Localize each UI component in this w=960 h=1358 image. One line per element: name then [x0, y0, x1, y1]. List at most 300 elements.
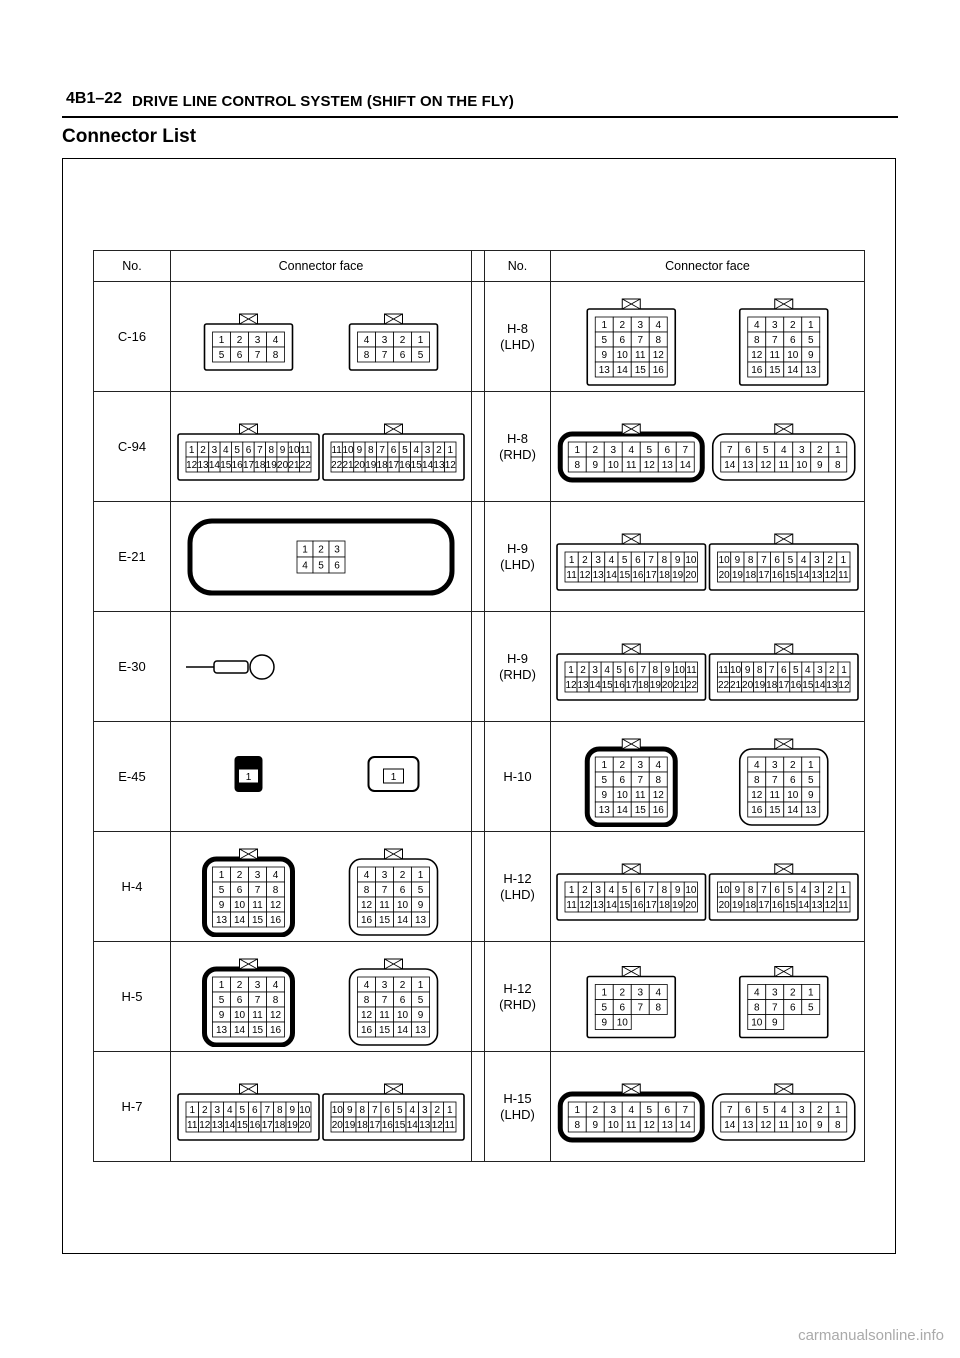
- svg-text:8: 8: [834, 1119, 841, 1131]
- svg-text:20: 20: [718, 899, 730, 911]
- svg-text:7: 7: [726, 444, 733, 456]
- svg-text:18: 18: [745, 899, 757, 911]
- connector-no: H-10: [485, 722, 551, 832]
- table-gap: [472, 1052, 485, 1162]
- svg-text:12: 12: [269, 899, 282, 911]
- svg-text:9: 9: [744, 664, 751, 676]
- svg-text:9: 9: [771, 1017, 778, 1028]
- svg-text:14: 14: [787, 364, 799, 376]
- svg-text:19: 19: [754, 679, 766, 691]
- svg-text:4: 4: [800, 554, 807, 566]
- svg-text:5: 5: [402, 444, 408, 456]
- svg-text:5: 5: [807, 334, 814, 346]
- svg-text:14: 14: [233, 1024, 246, 1036]
- svg-text:17: 17: [387, 459, 400, 471]
- svg-text:9: 9: [592, 1119, 599, 1131]
- svg-text:15: 15: [769, 804, 781, 816]
- svg-text:13: 13: [197, 459, 209, 471]
- svg-text:13: 13: [414, 1024, 427, 1036]
- svg-text:5: 5: [239, 1104, 246, 1116]
- svg-text:14: 14: [422, 459, 434, 471]
- svg-text:17: 17: [625, 679, 637, 691]
- svg-text:2: 2: [399, 979, 406, 991]
- connector-no: E-45: [94, 722, 171, 832]
- connector-face-drawing: [555, 287, 860, 387]
- svg-text:11: 11: [444, 1119, 455, 1131]
- svg-text:1: 1: [601, 319, 608, 331]
- svg-text:5: 5: [318, 560, 324, 571]
- table-gap: [472, 942, 485, 1052]
- svg-text:15: 15: [236, 1119, 248, 1131]
- svg-text:16: 16: [771, 899, 783, 911]
- svg-text:9: 9: [601, 1017, 608, 1028]
- svg-text:9: 9: [601, 789, 608, 801]
- svg-text:15: 15: [220, 459, 232, 471]
- table-header-row: [94, 251, 865, 282]
- svg-text:3: 3: [814, 554, 820, 566]
- table-row: [94, 612, 865, 722]
- svg-text:15: 15: [769, 364, 781, 376]
- svg-text:10: 10: [396, 899, 409, 911]
- svg-text:2: 2: [829, 664, 835, 676]
- svg-text:1: 1: [574, 444, 581, 456]
- svg-text:13: 13: [742, 1119, 754, 1131]
- svg-text:7: 7: [637, 1002, 644, 1013]
- svg-text:14: 14: [605, 569, 617, 581]
- svg-text:18: 18: [274, 1119, 286, 1131]
- svg-text:18: 18: [637, 679, 649, 691]
- svg-text:3: 3: [334, 544, 340, 555]
- svg-text:6: 6: [628, 664, 635, 676]
- svg-text:9: 9: [218, 899, 225, 911]
- svg-text:5: 5: [396, 1104, 403, 1116]
- svg-text:16: 16: [360, 914, 373, 926]
- svg-text:1: 1: [302, 544, 308, 555]
- svg-text:8: 8: [747, 884, 754, 896]
- svg-text:4: 4: [413, 444, 420, 456]
- table-row: [94, 392, 865, 502]
- svg-text:8: 8: [363, 349, 370, 361]
- svg-text:3: 3: [771, 987, 778, 998]
- svg-text:9: 9: [279, 444, 286, 456]
- svg-text:5: 5: [234, 444, 240, 456]
- svg-text:15: 15: [802, 679, 814, 691]
- svg-text:14: 14: [406, 1119, 418, 1131]
- svg-text:2: 2: [399, 869, 406, 881]
- svg-text:11: 11: [252, 899, 263, 911]
- svg-text:13: 13: [598, 804, 610, 816]
- svg-text:10: 10: [787, 789, 799, 801]
- connector-face-right: [551, 722, 865, 832]
- svg-text:12: 12: [751, 789, 763, 801]
- connector-face-drawing: [555, 617, 860, 717]
- svg-text:3: 3: [214, 1104, 221, 1116]
- table-row: [94, 282, 865, 392]
- svg-text:4: 4: [753, 319, 760, 331]
- table-row: [94, 832, 865, 942]
- svg-text:1: 1: [188, 444, 195, 456]
- svg-text:7: 7: [254, 349, 261, 361]
- svg-text:11: 11: [626, 459, 637, 471]
- svg-text:7: 7: [682, 1104, 689, 1116]
- svg-text:9: 9: [674, 884, 681, 896]
- table-gap: [472, 722, 485, 832]
- svg-text:1: 1: [601, 987, 608, 998]
- page-title: Connector List: [62, 126, 197, 147]
- svg-text:7: 7: [771, 774, 778, 786]
- svg-text:9: 9: [417, 899, 424, 911]
- svg-text:6: 6: [789, 334, 796, 346]
- connector-face-drawing: [176, 947, 466, 1047]
- svg-text:3: 3: [610, 444, 617, 456]
- svg-text:4: 4: [363, 979, 370, 991]
- svg-text:11: 11: [379, 1009, 390, 1021]
- connector-face-drawing: [176, 727, 466, 827]
- svg-text:10: 10: [299, 1104, 311, 1116]
- connector-face-drawing: [176, 287, 466, 387]
- svg-text:17: 17: [645, 569, 657, 581]
- svg-text:6: 6: [399, 349, 406, 361]
- svg-text:6: 6: [390, 444, 397, 456]
- svg-text:2: 2: [582, 554, 588, 566]
- svg-text:21: 21: [288, 459, 300, 471]
- svg-text:5: 5: [807, 774, 814, 786]
- svg-text:4: 4: [805, 664, 811, 676]
- svg-text:8: 8: [753, 1002, 760, 1013]
- svg-text:2: 2: [789, 987, 796, 998]
- svg-text:3: 3: [771, 319, 778, 331]
- connector-face-right: [551, 282, 865, 392]
- connector-face-left: [171, 612, 472, 722]
- connector-face-left: [171, 832, 472, 942]
- svg-text:11: 11: [769, 789, 780, 801]
- header-face-left: Connector face: [171, 251, 472, 282]
- svg-text:1: 1: [841, 664, 847, 676]
- svg-text:22: 22: [299, 459, 311, 471]
- svg-text:4: 4: [604, 664, 610, 676]
- svg-text:6: 6: [399, 884, 406, 896]
- connector-face-left: [171, 392, 472, 502]
- connector-face-right: [551, 612, 865, 722]
- svg-text:2: 2: [827, 554, 833, 566]
- connector-no: E-21: [94, 502, 171, 612]
- svg-text:12: 12: [652, 349, 664, 361]
- svg-text:6: 6: [399, 994, 406, 1006]
- svg-text:20: 20: [685, 569, 697, 581]
- svg-text:15: 15: [634, 804, 646, 816]
- svg-text:5: 5: [621, 884, 628, 896]
- svg-text:10: 10: [288, 444, 300, 456]
- svg-text:4: 4: [800, 884, 807, 896]
- connector-face-right: [551, 392, 865, 502]
- svg-text:12: 12: [186, 459, 198, 471]
- svg-text:11: 11: [566, 569, 577, 581]
- svg-text:15: 15: [634, 364, 646, 376]
- svg-text:1: 1: [840, 884, 847, 896]
- svg-text:8: 8: [747, 554, 754, 566]
- svg-text:2: 2: [580, 664, 586, 676]
- svg-text:17: 17: [261, 1119, 273, 1131]
- svg-text:3: 3: [592, 664, 598, 676]
- svg-text:6: 6: [236, 884, 243, 896]
- svg-text:19: 19: [365, 459, 377, 471]
- svg-text:9: 9: [664, 664, 671, 676]
- svg-text:18: 18: [766, 679, 778, 691]
- svg-text:9: 9: [346, 1104, 353, 1116]
- svg-text:4: 4: [302, 560, 308, 571]
- svg-text:20: 20: [718, 569, 730, 581]
- svg-text:10: 10: [616, 1017, 628, 1028]
- svg-text:21: 21: [730, 679, 742, 691]
- svg-text:7: 7: [768, 664, 775, 676]
- svg-text:16: 16: [751, 804, 763, 816]
- svg-text:9: 9: [601, 349, 608, 361]
- svg-text:16: 16: [751, 364, 763, 376]
- connector-no: H-9 (RHD): [485, 612, 551, 722]
- svg-text:12: 12: [838, 679, 850, 691]
- svg-text:5: 5: [417, 994, 424, 1006]
- header-face-right: Connector face: [551, 251, 865, 282]
- svg-text:4: 4: [780, 444, 787, 456]
- svg-text:20: 20: [299, 1119, 311, 1131]
- svg-text:7: 7: [771, 334, 778, 346]
- svg-text:14: 14: [787, 804, 799, 816]
- svg-text:14: 14: [679, 1119, 691, 1131]
- table-row: [94, 942, 865, 1052]
- svg-text:16: 16: [652, 804, 664, 816]
- svg-text:14: 14: [724, 459, 736, 471]
- svg-text:7: 7: [648, 554, 654, 566]
- connector-face-drawing: [555, 727, 860, 827]
- svg-text:1: 1: [446, 1104, 453, 1116]
- connector-face-drawing: [176, 1057, 466, 1157]
- svg-text:3: 3: [610, 1104, 617, 1116]
- svg-text:20: 20: [277, 459, 289, 471]
- svg-text:10: 10: [233, 1009, 246, 1021]
- svg-text:1: 1: [417, 334, 424, 346]
- svg-text:12: 12: [199, 1119, 211, 1131]
- svg-text:2: 2: [236, 869, 243, 881]
- svg-text:3: 3: [381, 869, 388, 881]
- svg-text:16: 16: [632, 899, 644, 911]
- svg-text:12: 12: [360, 1009, 373, 1021]
- svg-text:1: 1: [417, 869, 424, 881]
- svg-text:17: 17: [758, 899, 770, 911]
- svg-text:3: 3: [595, 884, 601, 896]
- svg-text:2: 2: [318, 544, 324, 555]
- svg-text:16: 16: [399, 459, 411, 471]
- svg-text:19: 19: [286, 1119, 298, 1131]
- svg-text:3: 3: [637, 759, 644, 771]
- svg-text:8: 8: [276, 1104, 283, 1116]
- svg-text:5: 5: [218, 349, 225, 361]
- connector-face-right: [551, 1052, 865, 1162]
- table-gap: [472, 282, 485, 392]
- svg-text:16: 16: [652, 364, 664, 376]
- connector-face-drawing: [555, 837, 860, 937]
- header-rule: [62, 116, 898, 118]
- svg-text:8: 8: [661, 884, 668, 896]
- svg-text:16: 16: [231, 459, 243, 471]
- svg-text:19: 19: [731, 569, 743, 581]
- connector-face-drawing: [555, 947, 860, 1047]
- svg-text:18: 18: [376, 459, 388, 471]
- svg-text:18: 18: [254, 459, 266, 471]
- svg-text:12: 12: [269, 1009, 282, 1021]
- svg-text:5: 5: [646, 444, 653, 456]
- svg-text:8: 8: [367, 444, 374, 456]
- svg-text:8: 8: [272, 884, 279, 896]
- svg-text:7: 7: [264, 1104, 271, 1116]
- svg-text:1: 1: [390, 771, 397, 783]
- svg-text:1: 1: [807, 759, 814, 771]
- svg-text:4: 4: [780, 1104, 787, 1116]
- svg-text:12: 12: [565, 679, 577, 691]
- svg-text:1: 1: [834, 444, 841, 456]
- svg-text:8: 8: [574, 1119, 581, 1131]
- connector-no: C-94: [94, 392, 171, 502]
- svg-text:2: 2: [592, 444, 599, 456]
- svg-text:12: 12: [751, 349, 763, 361]
- svg-text:13: 13: [577, 679, 589, 691]
- svg-text:16: 16: [269, 914, 282, 926]
- page-number: 4B1–22: [66, 90, 123, 107]
- svg-text:1: 1: [807, 987, 814, 998]
- svg-text:16: 16: [613, 679, 625, 691]
- svg-text:8: 8: [655, 334, 662, 346]
- svg-text:3: 3: [817, 664, 823, 676]
- svg-text:15: 15: [251, 1024, 264, 1036]
- svg-text:5: 5: [417, 884, 424, 896]
- svg-text:11: 11: [778, 1119, 789, 1131]
- svg-text:1: 1: [568, 554, 575, 566]
- svg-text:9: 9: [289, 1104, 296, 1116]
- svg-text:4: 4: [753, 759, 760, 771]
- svg-text:1: 1: [447, 444, 454, 456]
- svg-text:7: 7: [254, 994, 261, 1006]
- svg-text:6: 6: [635, 884, 641, 896]
- svg-text:2: 2: [200, 444, 206, 456]
- svg-text:2: 2: [619, 759, 626, 771]
- svg-text:15: 15: [619, 569, 631, 581]
- svg-text:11: 11: [252, 1009, 263, 1021]
- svg-text:2: 2: [201, 1104, 208, 1116]
- svg-text:15: 15: [601, 679, 613, 691]
- svg-text:5: 5: [218, 994, 225, 1006]
- svg-text:4: 4: [363, 334, 370, 346]
- svg-text:10: 10: [342, 444, 354, 456]
- svg-text:8: 8: [359, 1104, 366, 1116]
- connector-face-left: [171, 722, 472, 832]
- svg-text:11: 11: [566, 899, 577, 911]
- svg-text:5: 5: [616, 664, 622, 676]
- svg-text:12: 12: [760, 1119, 772, 1131]
- svg-text:4: 4: [409, 1104, 416, 1116]
- svg-text:16: 16: [381, 1119, 393, 1131]
- svg-text:12: 12: [643, 459, 655, 471]
- connector-no: H-5: [94, 942, 171, 1052]
- svg-text:11: 11: [635, 349, 646, 361]
- svg-text:16: 16: [269, 1024, 282, 1036]
- svg-text:11: 11: [769, 349, 780, 361]
- svg-text:10: 10: [331, 1104, 343, 1116]
- svg-text:4: 4: [608, 884, 615, 896]
- svg-text:4: 4: [363, 869, 370, 881]
- section-title: DRIVE LINE CONTROL SYSTEM (SHIFT ON THE FLY): [132, 93, 514, 110]
- table-row: [94, 1052, 865, 1162]
- svg-text:3: 3: [595, 554, 601, 566]
- svg-text:13: 13: [419, 1119, 431, 1131]
- svg-text:16: 16: [249, 1119, 261, 1131]
- svg-text:7: 7: [381, 884, 388, 896]
- svg-text:13: 13: [211, 1119, 223, 1131]
- connector-no: H-9 (LHD): [485, 502, 551, 612]
- svg-text:10: 10: [787, 349, 799, 361]
- svg-text:7: 7: [648, 884, 654, 896]
- svg-text:14: 14: [798, 899, 810, 911]
- connector-face-left: [171, 1052, 472, 1162]
- svg-text:16: 16: [790, 679, 802, 691]
- svg-text:12: 12: [431, 1119, 443, 1131]
- connector-no: H-8 (LHD): [485, 282, 551, 392]
- svg-text:5: 5: [601, 774, 608, 786]
- svg-text:7: 7: [726, 1104, 733, 1116]
- svg-text:6: 6: [774, 884, 780, 896]
- svg-text:4: 4: [272, 869, 279, 881]
- connector-no: E-30: [94, 612, 171, 722]
- svg-text:7: 7: [254, 884, 261, 896]
- svg-text:11: 11: [331, 444, 342, 456]
- svg-text:4: 4: [222, 444, 229, 456]
- svg-text:22: 22: [685, 679, 698, 691]
- svg-text:2: 2: [789, 759, 796, 771]
- svg-text:9: 9: [218, 1009, 225, 1021]
- svg-text:13: 13: [592, 899, 604, 911]
- svg-text:14: 14: [605, 899, 617, 911]
- svg-text:6: 6: [334, 560, 340, 571]
- svg-text:6: 6: [744, 1104, 751, 1116]
- svg-text:1: 1: [574, 1104, 581, 1116]
- svg-text:8: 8: [272, 994, 279, 1006]
- svg-text:1: 1: [218, 869, 225, 881]
- svg-text:3: 3: [798, 444, 805, 456]
- connector-face-drawing: [176, 397, 466, 497]
- table-gap: [472, 832, 485, 942]
- svg-text:3: 3: [424, 444, 431, 456]
- connector-no: H-8 (RHD): [485, 392, 551, 502]
- svg-text:12: 12: [360, 899, 373, 911]
- table-row: [94, 722, 865, 832]
- svg-text:10: 10: [616, 349, 628, 361]
- svg-text:9: 9: [417, 1009, 424, 1021]
- svg-text:13: 13: [826, 679, 838, 691]
- svg-text:14: 14: [224, 1119, 236, 1131]
- svg-text:10: 10: [685, 884, 697, 896]
- svg-text:5: 5: [601, 334, 608, 346]
- svg-text:12: 12: [652, 789, 664, 801]
- svg-text:8: 8: [272, 349, 279, 361]
- svg-text:6: 6: [245, 444, 252, 456]
- svg-text:17: 17: [645, 899, 657, 911]
- svg-text:20: 20: [742, 679, 754, 691]
- svg-text:18: 18: [745, 569, 757, 581]
- svg-text:7: 7: [761, 884, 767, 896]
- svg-text:1: 1: [601, 759, 608, 771]
- svg-text:3: 3: [798, 1104, 805, 1116]
- svg-text:10: 10: [673, 664, 685, 676]
- svg-text:10: 10: [751, 1017, 763, 1028]
- svg-text:2: 2: [236, 334, 243, 346]
